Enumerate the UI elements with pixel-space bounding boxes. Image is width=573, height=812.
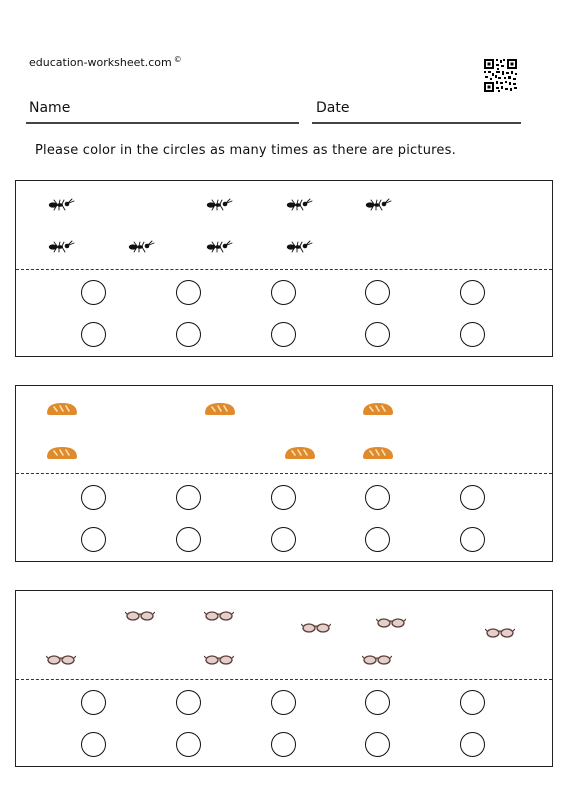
- counting-panel-bread: [15, 385, 553, 562]
- answer-circle[interactable]: [271, 690, 296, 715]
- answer-circle[interactable]: [271, 527, 296, 552]
- answer-circle[interactable]: [81, 690, 106, 715]
- answer-circle[interactable]: [176, 690, 201, 715]
- answer-circle[interactable]: [81, 527, 106, 552]
- ant-icon: [365, 197, 393, 216]
- bread-icon: [46, 445, 78, 465]
- counting-panel-ants: [15, 180, 553, 357]
- ant-icon: [206, 239, 234, 258]
- date-field-line[interactable]: [312, 122, 521, 124]
- answer-circle[interactable]: [81, 280, 106, 305]
- date-label: Date: [316, 100, 350, 116]
- site-name: education-worksheet.com: [29, 56, 172, 69]
- answer-circle[interactable]: [271, 322, 296, 347]
- glasses-icon: [301, 618, 331, 637]
- glasses-icon: [204, 650, 234, 669]
- glasses-icon: [204, 606, 234, 625]
- panel-divider: [16, 473, 552, 474]
- answer-circle[interactable]: [176, 322, 201, 347]
- answer-circle[interactable]: [176, 527, 201, 552]
- counting-panel-glasses: [15, 590, 553, 767]
- answer-circle[interactable]: [365, 485, 390, 510]
- ant-icon: [286, 197, 314, 216]
- glasses-icon: [485, 623, 515, 642]
- glasses-icon: [125, 606, 155, 625]
- instruction-text: Please color in the circles as many times as there are pictures.: [35, 143, 456, 158]
- answer-circle[interactable]: [81, 732, 106, 757]
- bread-icon: [46, 401, 78, 421]
- qr-code-icon: [484, 59, 517, 92]
- bread-icon: [362, 445, 394, 465]
- glasses-icon: [46, 650, 76, 669]
- answer-circle[interactable]: [460, 322, 485, 347]
- answer-circle[interactable]: [271, 280, 296, 305]
- ant-icon: [286, 239, 314, 258]
- answer-circle[interactable]: [81, 322, 106, 347]
- answer-circle[interactable]: [460, 485, 485, 510]
- answer-circle[interactable]: [271, 732, 296, 757]
- bread-icon: [204, 401, 236, 421]
- answer-circle[interactable]: [176, 485, 201, 510]
- site-label: [29, 55, 182, 69]
- ant-icon: [48, 197, 76, 216]
- answer-circle[interactable]: [271, 485, 296, 510]
- answer-circle[interactable]: [460, 690, 485, 715]
- answer-circle[interactable]: [460, 527, 485, 552]
- answer-circle[interactable]: [176, 280, 201, 305]
- glasses-icon: [362, 650, 392, 669]
- panel-divider: [16, 679, 552, 680]
- answer-circle[interactable]: [365, 732, 390, 757]
- bread-icon: [362, 401, 394, 421]
- ant-icon: [48, 239, 76, 258]
- ant-icon: [128, 239, 156, 258]
- bread-icon: [284, 445, 316, 465]
- answer-circle[interactable]: [460, 732, 485, 757]
- name-label: Name: [29, 100, 71, 116]
- answer-circle[interactable]: [460, 280, 485, 305]
- copyright-symbol: ©: [173, 55, 182, 64]
- answer-circle[interactable]: [176, 732, 201, 757]
- answer-circle[interactable]: [365, 527, 390, 552]
- glasses-icon: [376, 613, 406, 632]
- answer-circle[interactable]: [365, 322, 390, 347]
- answer-circle[interactable]: [365, 690, 390, 715]
- name-field-line[interactable]: [26, 122, 299, 124]
- answer-circle[interactable]: [81, 485, 106, 510]
- panel-divider: [16, 269, 552, 270]
- ant-icon: [206, 197, 234, 216]
- answer-circle[interactable]: [365, 280, 390, 305]
